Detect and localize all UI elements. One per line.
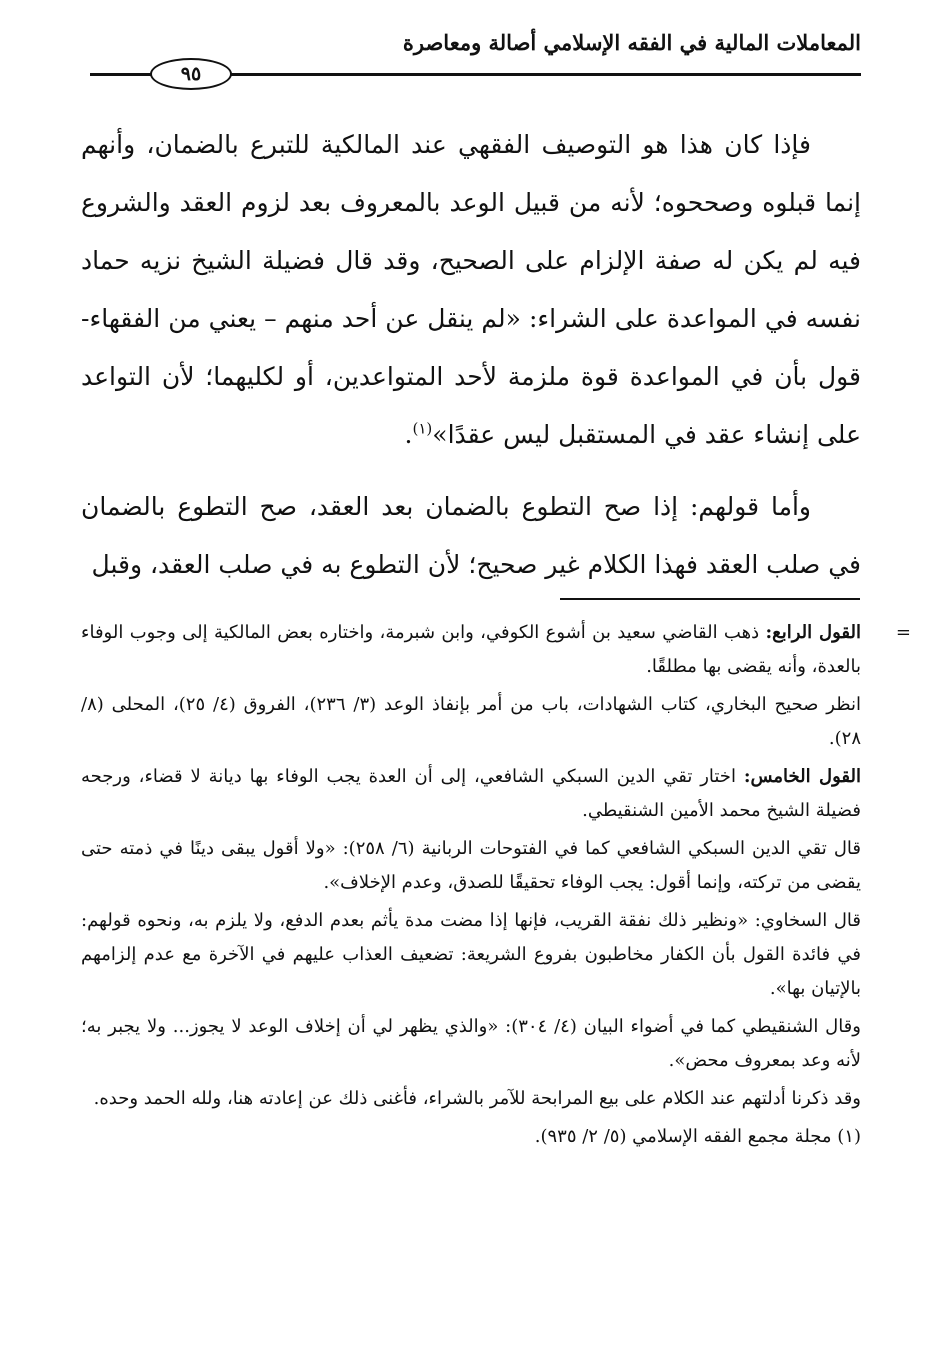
opinion-4-text: ذهب القاضي سعيد بن أشوع الكوفي، وابن شبرمة، واختاره بعض المالكية إلى وجوب الوفاء بالعدة، وأنه يقضى بها مطلقًا. [81,622,861,677]
footnote-shinqiti-quote: وقال الشنقيطي كما في أضواء البيان (٤/ ٣٠٤): «والذي يظهر لي أن إخلاف الوعد لا يجوز... ولا يجبر به؛ لأنه وعد بمعروف محض». [81,1016,861,1071]
body-paragraph-1-end: . [404,420,413,449]
footnote-closing-note: وقد ذكرنا أدلتهم عند الكلام على بيع المرابحة للآمر بالشراء، فأغنى ذلك عن إعادته هنا، ولله الحمد وحده. [93,1088,861,1109]
body-paragraph-2: وأما قولهم: إذا صح التطوع بالضمان بعد العقد، صح التطوع بالضمان في صلب العقد فهذا الكلام غير صحيح؛ لأن التطوع به في صلب العقد، وقبل [81,492,861,579]
continuation-mark: = [895,622,911,643]
opinion-4-heading: القول الرابع: [765,622,861,643]
footnote-reference-1[interactable]: (١) [412,419,433,438]
body-paragraph-1 [81,116,861,464]
footnote-references-line: انظر صحيح البخاري، كتاب الشهادات، باب من أمر بإنفاذ الوعد (٣/ ٢٣٦)، الفروق (٤/ ٢٥)، المحلى (٨/ ٢٨). [81,694,861,749]
footnote-1-number: (١) [837,1126,861,1147]
page-number-badge: ٩٥ [150,58,232,90]
opinion-5-heading: القول الخامس: [743,766,862,787]
footnote-1-text: مجلة مجمع الفقه الإسلامي (٥/ ٢/ ٩٣٥). [534,1126,838,1147]
main-text [81,116,861,594]
body-paragraph-1-text: فإذا كان هذا هو التوصيف الفقهي عند المالكية للتبرع بالضمان، وأنهم إنما قبلوه وصححوه؛ لأنه من قبيل الوعد بالمعروف بعد لزوم العقد والشروع فيه لم يكن له صفة الإلزام على الصحيح، وقد قال فضيلة الشيخ نزيه حماد نفسه في المواعدة على الشراء: «لم ينقل عن أحد منهم – يعني من الفقهاء- قول بأن في المواعدة قوة ملزمة لأحد المتواعدين، أو لكليهما؛ لأن التواعد على إنشاء عقد في المستقبل ليس عقدًا» [81,130,861,449]
footnote-subki-quote: قال تقي الدين السبكي الشافعي كما في الفتوحات الربانية (٦/ ٢٥٨): «ولا أقول يبقى دينًا في ذمته حتى يقضى من تركته، وإنما أقول: يجب الوفاء تحقيقًا للصدق، وعدم الإخلاف». [81,838,861,893]
footnote-opinion-5 [81,760,861,828]
footnote-1 [81,1120,861,1154]
footnotes-section [81,616,911,1158]
footnote-sakhawi-quote: قال السخاوي: «ونظير ذلك نفقة القريب، فإنها إذا مضت مدة يأثم بعدم الدفع، ولا يلزم به، ونحوه قولهم: في فائدة القول بأن الكفار مخاطبون بفروع الشريعة: تضعيف العذاب عليهم في الآخرة مع عدم إلزامهم بالإتيان بها». [81,910,861,999]
footnote-separator [560,598,860,600]
running-header-title: المعاملات المالية في الفقه الإسلامي أصالة ومعاصرة [402,30,861,55]
footnote-continued-opinion-4 [81,616,911,684]
opinion-5-text: اختار تقي الدين السبكي الشافعي، إلى أن العدة يجب الوفاء بها ديانة لا قضاء، ورجحه فضيلة الشيخ محمد الأمين الشنقيطي. [81,766,861,821]
